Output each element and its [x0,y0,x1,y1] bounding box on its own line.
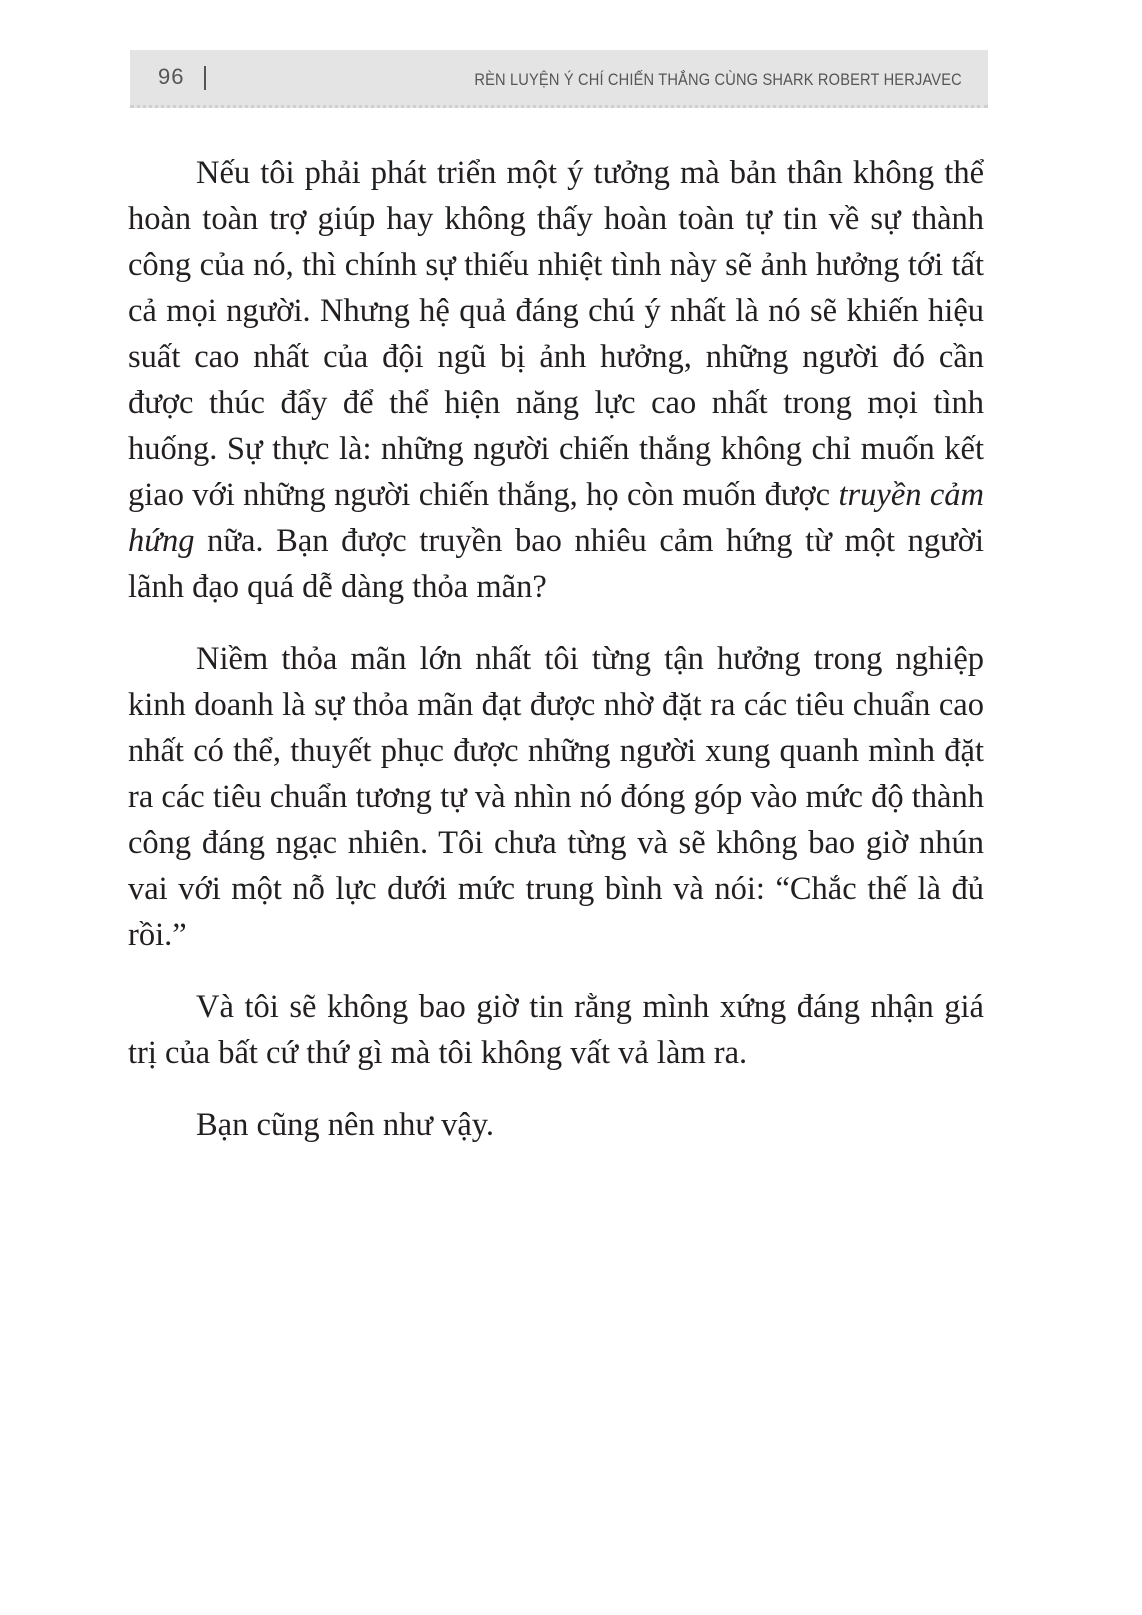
paragraph-1-part-2: nữa. Bạn được truyền bao nhiêu cảm hứng từ một người lãnh đạo quá dễ dàng thỏa mãn? [128,523,984,605]
paragraph-1-emphasis: truyền cảm hứng [128,477,984,559]
body-text [128,150,984,1174]
paragraph-4: Bạn cũng nên như vậy. [196,1107,495,1143]
paragraph-1 [128,150,984,610]
paragraph-2: Niềm thỏa mãn lớn nhất tôi từng tận hưởng trong nghiệp kinh doanh là sự thỏa mãn đạt được nhờ đặt ra các tiêu chuẩn cao nhất có thể, thuyết phục được những người xung quanh mình đặt ra các tiêu chuẩn tương tự và nhìn nó đóng góp vào mức độ thành công đáng ngạc nhiên. Tôi chưa từng và sẽ không bao giờ nhún vai với một nỗ lực dưới mức trung bình và nói: “Chắc thế là đủ rồi.” [128,641,984,953]
paragraph-3: Và tôi sẽ không bao giờ tin rằng mình xứng đáng nhận giá trị của bất cứ thứ gì mà tôi không vất vả làm ra. [128,989,984,1071]
book-title: RÈN LUYỆN Ý CHÍ CHIẾN THẮNG CÙNG SHARK ROBERT HERJAVEC [474,70,962,89]
page-number: 96 [158,64,185,89]
paragraph-1-part-1: Nếu tôi phải phát triển một ý tưởng mà bản thân không thể hoàn toàn trợ giúp hay không thấy hoàn toàn tự tin về sự thành công của nó, thì chính sự thiếu nhiệt tình này sẽ ảnh hưởng tới tất cả mọi người. Nhưng hệ quả đáng chú ý nhất là nó sẽ khiến hiệu suất cao nhất của đội ngũ bị ảnh hưởng, những người đó cần được thúc đẩy để thể hiện năng lực cao nhất trong mọi tình huống. Sự thực là: những người chiến thắng không chỉ muốn kết giao với những người chiến thắng, họ còn muốn được [128,155,984,513]
header-divider [204,66,206,90]
running-header [130,50,988,108]
